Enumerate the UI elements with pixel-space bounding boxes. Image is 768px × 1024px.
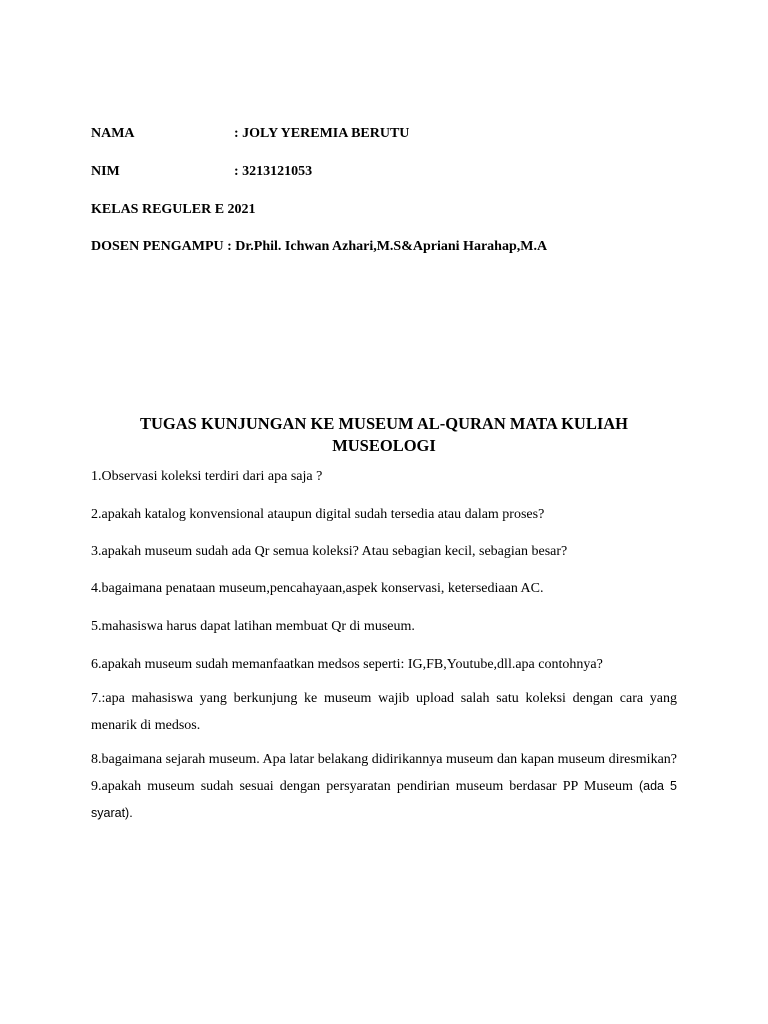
question-2: 2.apakah katalog konvensional ataupun digital sudah tersedia atau dalam proses? bbox=[91, 507, 545, 522]
question-1: 1.Observasi koleksi terdiri dari apa saja ? bbox=[91, 469, 323, 484]
question-9-note: (ada 5 syarat). bbox=[91, 779, 677, 820]
question-3: 3.apakah museum sudah ada Qr semua koleksi? Atau sebagian kecil, sebagian besar? bbox=[91, 544, 568, 559]
nama-value: : JOLY YEREMIA BERUTU bbox=[234, 126, 410, 141]
nama-label: NAMA bbox=[91, 126, 135, 141]
question-4: 4.bagaimana penataan museum,pencahayaan,aspek konservasi, ketersediaan AC. bbox=[91, 581, 544, 596]
document-title bbox=[91, 413, 677, 457]
kelas-row: KELAS REGULER E 2021 bbox=[91, 202, 256, 217]
question-5: 5.mahasiswa harus dapat latihan membuat Qr di museum. bbox=[91, 619, 415, 634]
question-7: 7.:apa mahasiswa yang berkunjung ke museum wajib upload salah satu koleksi dengan cara yang menarik di medsos. bbox=[91, 691, 677, 733]
nim-row bbox=[91, 164, 312, 180]
nim-value: : 3213121053 bbox=[234, 164, 313, 179]
nim-label: NIM bbox=[91, 164, 120, 179]
nama-row bbox=[91, 126, 409, 142]
title-line-2: MUSEOLOGI bbox=[332, 436, 436, 455]
title-line-1: TUGAS KUNJUNGAN KE MUSEUM AL-QURAN MATA KULIAH bbox=[140, 414, 628, 433]
dosen-row: DOSEN PENGAMPU : Dr.Phil. Ichwan Azhari,M.S&Apriani Harahap,M.A bbox=[91, 239, 548, 254]
question-8-9 bbox=[91, 746, 677, 827]
question-8-9-text: 8.bagaimana sejarah museum. Apa latar belakang didirikannya museum dan kapan museum diresmikan? 9.apakah museum sudah sesuai dengan persyaratan pendirian museum berdasar PP Museum bbox=[91, 752, 677, 794]
question-6: 6.apakah museum sudah memanfaatkan medsos seperti: IG,FB,Youtube,dll.apa contohnya? bbox=[91, 657, 603, 672]
